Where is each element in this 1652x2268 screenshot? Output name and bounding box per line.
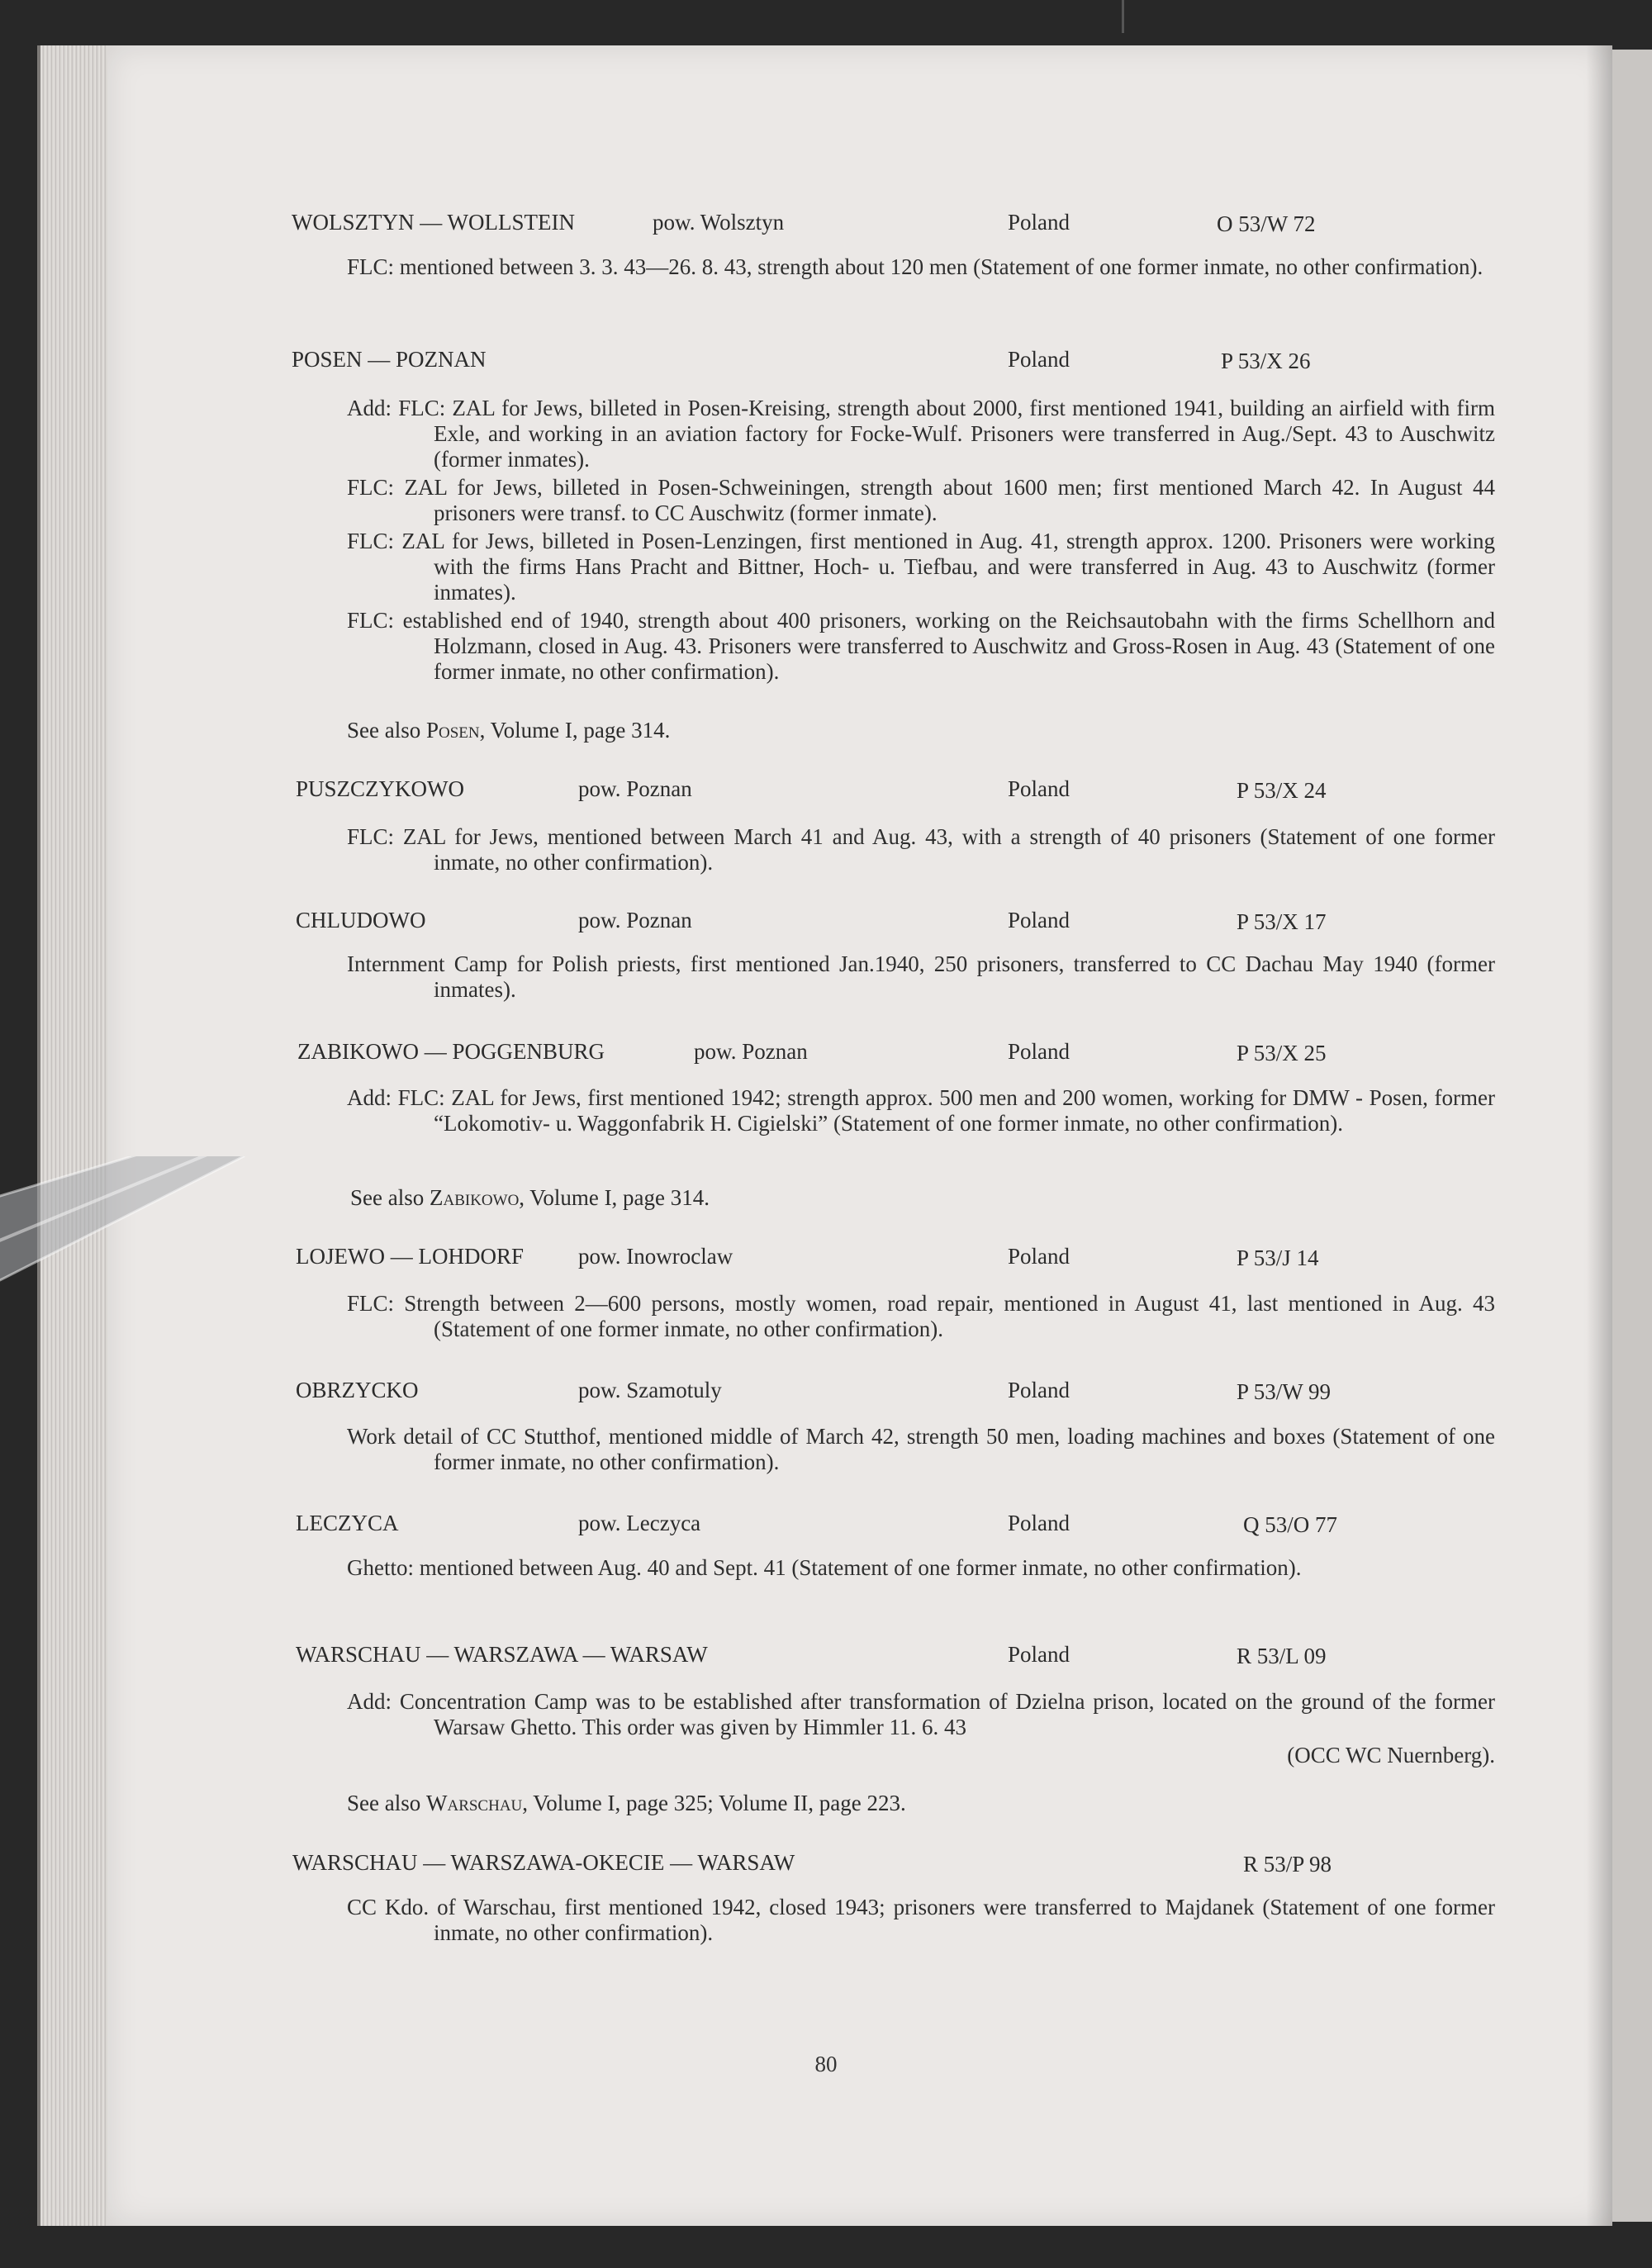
see-also-prefix: See also [350,1185,430,1210]
entry-body [347,1291,1495,1345]
gutter-shadow [1586,45,1612,2226]
entry-place: WARSCHAU — WARSZAWA — WARSAW [296,1642,708,1667]
see-also-rest: , Volume I, page 325; Volume II, page 223. [522,1791,906,1815]
entry-district: pow. Szamotuly [578,1378,722,1402]
entry-district: pow. Poznan [578,776,692,801]
see-also-prefix: See also [347,1791,426,1815]
entry-paragraph: FLC: ZAL for Jews, billeted in Posen-Lenzingen, first mentioned in Aug. 41, strength approx. 1200. Prisoners were working with the firms Hans Pracht and Bittner, Hoch- u. Tiefbau, and were transferred in Aug. 43 to Auschwitz (former inmates). [347,529,1495,605]
entry-country: Poland [1008,1378,1070,1402]
entry-code: P 53/W 99 [1237,1379,1332,1404]
entry-paragraph: FLC: established end of 1940, strength about 400 prisoners, working on the Reichsautobahn with the firms Schellhorn and Holzmann, closed in Aug. 43. Prisoners were transferred to Auschwitz and Gross-Rosen in Aug. 43 (Statement of one former inmate, no other confirmation). [347,608,1495,684]
see-also-ref: Zabikowo [429,1185,520,1210]
entry-code: P 53/X 25 [1237,1041,1327,1065]
entry-paragraph: Add: FLC: ZAL for Jews, first mentioned 1942; strength approx. 500 men and 200 women, working for DMW - Posen, former “Lokomotiv- u. Waggonfabrik H. Cigielski” (Statement of one former inmate, no other confirmation). [347,1085,1495,1136]
entry-country: Poland [1008,1039,1070,1064]
entry-paragraph-text: Add: Concentration Camp was to be established after transformation of Dzielna prison, located on the ground of the former Warsaw Ghetto. This order was given by Himmler 11. 6. 43 [347,1689,1495,1739]
entry-code: P 53/X 26 [1221,349,1311,373]
see-also [347,1791,906,1816]
entry-code: P 53/J 14 [1237,1246,1319,1270]
see-also-prefix: See also [347,718,426,743]
entry-paragraph: FLC: Strength between 2—600 persons, mostly women, road repair, mentioned in August 41, last mentioned in Aug. 43 (Statement of one former inmate, no other confirmation). [347,1291,1495,1341]
entry-paragraph: Internment Camp for Polish priests, first mentioned Jan.1940, 250 prisoners, transferred to CC Dachau May 1940 (former inmates). [347,951,1495,1002]
adjacent-page-edge [1612,50,1652,2222]
entry-code: P 53/X 24 [1237,778,1327,803]
entry-place: LECZYCA [296,1511,399,1535]
entry-place: OBRZYCKO [296,1378,419,1402]
entry-body [347,951,1495,1005]
entry-country: Poland [1008,347,1070,372]
entry-code: O 53/W 72 [1217,211,1316,236]
entry-code: R 53/P 98 [1243,1852,1332,1877]
entry-district: pow. Poznan [694,1039,808,1064]
entry-source: (OCC WC Nuernberg). [1287,1743,1495,1767]
entry-paragraph: Work detail of CC Stutthof, mentioned middle of March 42, strength 50 men, loading machines and boxes (Statement of one former inmate, no other confirmation). [347,1424,1495,1474]
scan-mark [1122,0,1124,33]
entry-paragraph: FLC: ZAL for Jews, mentioned between March 41 and Aug. 43, with a strength of 40 prisoners (Statement of one former inmate, no other confirmation). [347,824,1495,875]
entry-body [347,1689,1495,1768]
entry-country: Poland [1008,908,1070,932]
entry-paragraph [347,1689,1495,1740]
see-also-rest: , Volume I, page 314. [519,1185,710,1210]
see-also-rest: , Volume I, page 314. [479,718,671,743]
entry-country: Poland [1008,1642,1070,1667]
entry-district: pow. Wolsztyn [653,210,785,235]
entry-paragraph: CC Kdo. of Warschau, first mentioned 1942, closed 1943; prisoners were transferred to Majdanek (Statement of one former inmate, no other confirmation). [347,1895,1495,1945]
entry-country: Poland [1008,210,1070,235]
entry-body [347,1555,1495,1583]
entry-body [347,1085,1495,1139]
entry-district: pow. Poznan [578,908,692,932]
entry-district: pow. Inowroclaw [578,1244,733,1269]
entry-body [347,1424,1495,1478]
entry-country: Poland [1008,1244,1070,1269]
entry-code: R 53/L 09 [1237,1644,1327,1668]
entry-country: Poland [1008,1511,1070,1535]
entry-place: WOLSZTYN — WOLLSTEIN [292,210,575,235]
book-page-edges [37,45,115,2226]
entry-place: ZABIKOWO — POGGENBURG [297,1039,605,1064]
entry-country: Poland [1008,776,1070,801]
page-number: 80 [814,2052,838,2076]
entry-paragraph: Add: FLC: ZAL for Jews, billeted in Posen-Kreising, strength about 2000, first mentioned 1941, building an airfield with firm Exle, and working in an aviation factory for Focke-Wulf. Prisoners were transferred in Aug./Sept. 43 to Auschwitz (former inmates). [347,396,1495,472]
entry-body [347,1895,1495,1948]
entry-code: Q 53/O 77 [1243,1512,1337,1537]
entry-paragraph: FLC: mentioned between 3. 3. 43—26. 8. 43, strength about 120 men (Statement of one former inmate, no other confirmation). [347,254,1483,279]
entry-paragraph: FLC: ZAL for Jews, billeted in Posen-Schweiningen, strength about 1600 men; first mentioned March 42. In August 44 prisoners were transf. to CC Auschwitz (former inmate). [347,475,1495,525]
entry-district: pow. Leczyca [578,1511,701,1535]
entry-code: P 53/X 17 [1237,909,1327,934]
entry-place: WARSCHAU — WARSZAWA-OKECIE — WARSAW [292,1850,795,1875]
see-also-ref: Posen [425,718,480,743]
see-also-ref: Warschau [425,1791,523,1815]
entry-place: PUSZCZYKOWO [296,776,465,801]
entry-body [347,254,1495,282]
clear-ruler [0,1156,297,1288]
entry-paragraph: Ghetto: mentioned between Aug. 40 and Sept. 41 (Statement of one former inmate, no other confirmation). [347,1555,1302,1580]
entry-body [347,824,1495,878]
entry-place: POSEN — POZNAN [292,347,487,372]
entry-place: CHLUDOWO [296,908,426,932]
entry-place: LOJEWO — LOHDORF [296,1244,524,1269]
see-also [350,1185,710,1211]
see-also [347,718,670,743]
entry-body [347,396,1495,687]
